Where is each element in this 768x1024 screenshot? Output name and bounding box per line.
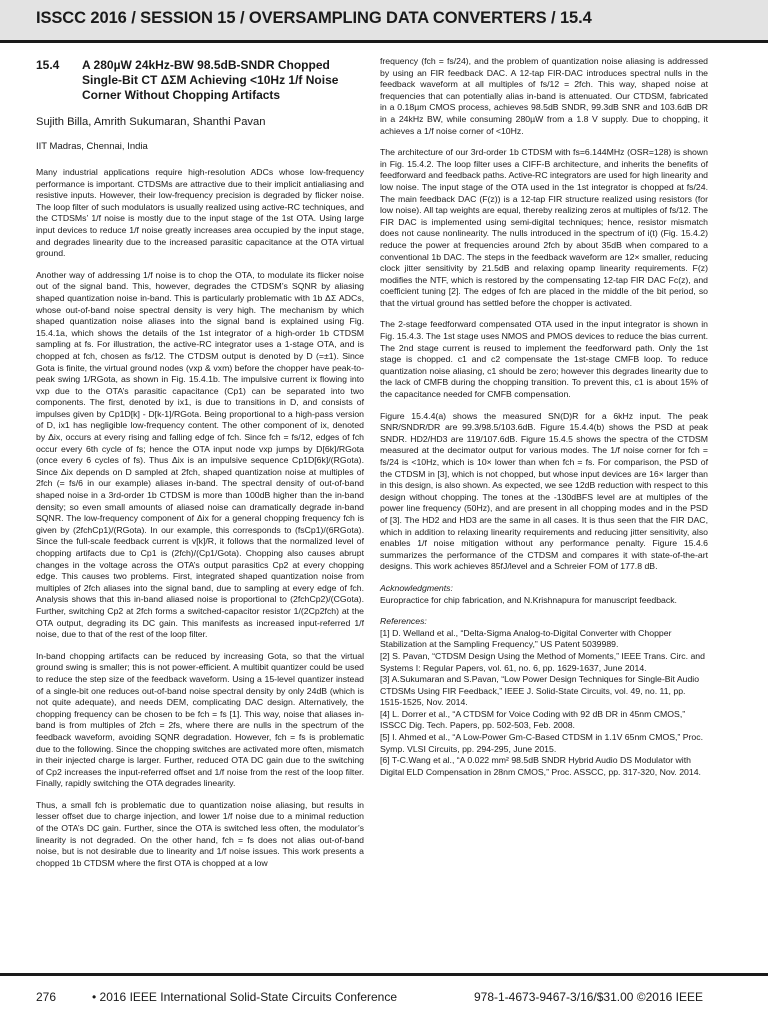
session-header: ISSCC 2016 / SESSION 15 / OVERSAMPLING DATA CONVERTERS / 15.4 — [36, 9, 592, 27]
title-block — [36, 58, 364, 103]
body-paragraph: frequency (fch = fs/24), and the problem of quantization noise aliasing is addressed by using an FIR feedback DAC. A 12-tap FIR-DAC introduces spectral nulls in the feedback waveform at all multiples of fs/12 = 2fch. This way, shaped noise at frequencies that can potentially alias in-band is attenuated. Our CTDSM, fabricated in a 0.18µm CMOS process, achieves 98.5dB SNDR, 99.3dB SNR and 103.6dB DR in a 24kHz BW, while consuming 280µW from a 1.8 V supply. Due to chopping, it achieves a 1/f noise corner of <10Hz. — [380, 56, 708, 136]
reference-item: [1] D. Welland et al., “Delta-Sigma Analog-to-Digital Converter with Chopper Stabilization at the Sampling Frequency,” US Patent 5039989. — [380, 627, 672, 650]
affiliation: IIT Madras, Chennai, India — [36, 141, 148, 152]
body-paragraph: The 2-stage feedforward compensated OTA used in the input integrator is shown in Fig. 15.4.3. The 1st stage uses NMOS and PMOS devices to reduce the bias current. The 2nd stage current is reused to implement the feedforward path. Only the 1st stage is chopped. c1 and c2 compensate the 1st-stage CMFB loop. To reduce quantization noise aliasing, c1 should be zero; however this degrades linearity due to the lack of CMFB during the chopping transition. To prevent this, c1 is about 15% of the capacitance needed for CMFB compensation. — [380, 319, 708, 400]
reference-item: [5] I. Ahmed et al., “A Low-Power Gm-C-Based CTDSM in 1.1V 65nm CMOS,” Proc. Symp. VLSI Circuits, pp. 294-295, June 2015. — [380, 732, 703, 754]
reference-item: [6] T-C.Wang et al., “A 0.022 mm² 98.5dB SNDR Hybrid Audio DS Modulator with Digital ELD Compensation in 28nm CMOS,” Proc. ASSCC, pp. 317-320, Nov. 2014. — [380, 755, 701, 777]
body-paragraph: Thus, a small fch is problematic due to quantization noise aliasing, but results in lesser offset due to charge injection, and lower 1/f noise due to a minimal reduction of the OTA’s DC gain. Further, since the OTA is switched less often, the modulator’s linearity is not degraded. On the other hand, fch = fs does not alias out-of-band noise, but is not desirable due to linearity and 1/f noise issues. This work presents a chopped 1b CTDSM where the first OTA is chopped at a low — [36, 799, 364, 868]
body-paragraph: Many industrial applications require high-resolution ADCs whose low-frequency performance is important. CTDSMs are attractive due to their implicit antialiasing and resistive inputs. However, their low-frequency precision is degraded by flicker noise. The loop filter of such modulators is usually realized using active-RC techniques, and the CTDSMs’ 1/f noise is mostly due to the input stage of the 1st OTA. Using large input devices to reduce 1/f noise greatly increases area occupied by the input stage, and degrades linearity due to the increased parasitic capacitance at the OTA virtual ground. — [36, 167, 364, 259]
references-heading: References: — [380, 616, 427, 627]
body-paragraph: Another way of addressing 1/f noise is to chop the OTA, to modulate its flicker noise out of the signal band. This, however, degrades the CTDSM’s SQNR by aliasing shaped quantization noise in-band. This is particularly problematic with 1b ΔΣ ADCs, whose out-of-band noise spectral density is very high. The mechanism by which shaped quantization noise aliases into the signal band is explained using Fig. 15.4.1a, which shows the details of the 1st integrator of a high-order 1b CTDSM sampling at fs. For illustration, the active-RC integrator uses a 1-stage OTA, and is chopped at fch, chosen as fs/12. The CTDSM output is denoted by D (=±1). Since Gota is finite, the virtual ground nodes (vxp & vxm) before the chopper have peak-to-peak swing 1/RGota, as shown in Fig. 15.4.1b. The impulsive current ix flowing into vxp due to the OTA’s parasitic capacitance (Cp1) can be separated into two components. The first, denoted by ix1, is due to transitions in D, and consists of impulses given by Cp1D[k] - D[k-1]/RGota. Being proportional to a high-pass version of D, ix1 has negligible low-frequency content. The other component of ix, denoted by Δix, occurs at every rising and falling edge of fch. Since fch = fs/12, edges of fch occur every 6th cycle of fs; hence the OTA input node vxp jumps by D[6k]/RGota (once every 6 cycles of fs). Thus Δix is an impulsive sequence Cp1D[6k]/(RGota). Since Δix depends on D sampled at 2fch, shaped quantization noise at multiples of 2fch (= fs/6 in our example) aliases in-band. The spectral density of out-of-band shaped noise in a 3rd-order 1b CTDSM is more than 100dB higher than the in-band density; so even small amounts of aliased noise can dramatically degrade in-band SQNR. The low-frequency component of Δix for a general chopping frequency fch is given by (2fchCp1)/(RGota). In our example, this corresponds to (fsCp1)/(6RGota). Since the full-scale feedback current is v[k]/R, it follows that the normalized level of chopping artifacts due to Cp1 is (2fch)/(Cp1/Gota). Chopping also causes abrupt changes in the voltage across the OTA’s output parasitics Cp2 at every chopping edge. This causes two problems. First, integrated shaped quantization noise from multiples of 2fch aliases into the signal band, due to sampling at every edge of fch. Analysis shows that this in-band aliased noise is proportional to (2fchCp2)/(CGota). Further, switching Cp2 at 2fch forms a switched-capacitor resistor 1/(2Cp2fch) at the OTA output, degrading its DC gain. This manifests as increased input-referred 1/f noise, due to that of the rest of the loop filter. — [36, 269, 364, 640]
conference-name: • 2016 IEEE International Solid-State Circuits Conference — [92, 990, 398, 1004]
reference-item: [3] A.Sukumaran and S.Pavan, “Low Power Design Techniques for Single-Bit Audio CTDSMs Using FIR Feedback,” IEEE J. Solid-State Circuits, vol. 49, no. 11, pp. 1515-1525, Nov. 2014. — [380, 674, 700, 708]
body-paragraph: The architecture of our 3rd-order 1b CTDSM with fs=6.144MHz (OSR=128) is shown in Fig. 15.4.2. The loop filter uses a CIFF-B architecture, and inherits the benefits of feedforward and feedback paths. Active-RC integrators are used for high linearity and low noise. The input stage of the OTA used in the 1st integrator is chopped at fs/24. The main feedback DAC (F(z)) is a 12-tap FIR structure realized using resistors (for low noise). All tap weights are equal, thereby realizing zeros at multiples of fs/12. The FIR DAC is implemented using semi-digital techniques; hence, resistor mismatch does not cause nonlinearity. The nulls introduced in the spectrum of i(t) (Fig. 15.4.2) reduce the power at frequencies around 2fch by about 35dB when compared to a conventional 1b DAC. The steps in the feedback waveform are 12× smaller, reducing clock jitter sensitivity by 21.5dB and relaxing opamp linearity requirements. F(z) modifies the NTF, which is restored by the compensating 12-tap FIR DAC Fc(z), and coefficient tuning [2]. The edges of fch are placed in the middle of the bit period, so that the virtual ground has settled before the chopper is activated. — [380, 147, 708, 308]
paper-title: A 280µW 24kHz-BW 98.5dB-SNDR Chopped Single-Bit CT ΔΣM Achieving <10Hz 1/f Noise Corner Without Chopping Artifacts — [82, 58, 339, 102]
paper-number: 15.4 — [36, 58, 60, 72]
body-paragraph: Figure 15.4.4(a) shows the measured SN(D)R for a 6kHz input. The peak SNR/SNDR/DR are 99.3/98.5/103.6dB. Figure 15.4.4(b) shows the PSD at peak SNDR. HD2/HD3 are 119/107.6dB. Figure 15.4.5 shows the spectra of the CTDSM measured at the decimator output for various modes. The 1/f noise corner for fch = fs/24 is <10Hz, which is 10× lower than when fch = fs. For comparison, the PSD of the CTDSM in [3], which is not chopped, but whose input devices are 16× larger than in this design, is also shown. As expected, we see 12dB reduction with respect to this design without chopping. The tones at the -130dBFS level are at multiples of the power line frequency (50Hz), and are present in all chopping modes and in the PSD of [3]. The HD2 and HD3 are the same in all cases. It is thus seen that the FIR DAC, which in addition to relaxing linearity requirements and reducing jitter sensitivity, also enables 1/f noise mitigation without any performance penalty. Figure 15.4.6 summarizes the performance of the CTDSM and compares it with state-of-the-art designs. This work achieves 85fJ/level and a Schreier FOM of 177.8 dB. — [380, 410, 708, 572]
footer-rule — [0, 973, 768, 976]
reference-item: [4] L. Dorrer et al., “A CTDSM for Voice Coding with 92 dB DR in 45nm CMOS,” ISSCC Dig. Tech. Papers, pp. 502-503, Feb. 2008. — [380, 708, 686, 731]
page-number: 276 — [36, 990, 57, 1004]
authors: Sujith Billa, Amrith Sukumaran, Shanthi Pavan — [36, 116, 266, 128]
right-column — [380, 56, 708, 778]
left-column — [36, 56, 364, 879]
body-paragraph: In-band chopping artifacts can be reduced by increasing Gota, so that the virtual ground swing is smaller; this is not power-efficient. A multibit quantizer could be used to reduce the step size of the feedback waveform. Using a 15-level quantizer instead of a single-bit one reduces out-of-band noise spectral density by only 24dB (which is not quite adequate), and needs DEM, complicating DAC design. Alternatively, the chopping frequency can be chosen to be fch = fs [1]. This way, noise that aliases in-band is from multiples of 2fch = 2fs, where there are nulls in the spectrum of the feedback waveform, avoiding SQNR degradation. However, fch = fs is problematic due to the following. Since the chopping switches are activated more often, mismatch in their injected charge is larger. Further, reduced OTA DC gain due to the switching of Cp2 increases the input-referred offset and 1/f noise from the rest of the loop filter. Finally, rapidly switching the OTA degrades linearity. — [36, 650, 364, 789]
acknowledgments-heading: Acknowledgments: — [380, 582, 453, 593]
acknowledgments-text: Europractice for chip fabrication, and N.Krishnapura for manuscript feedback. — [380, 594, 677, 605]
reference-item: [2] S. Pavan, “CTDSM Design Using the Method of Moments,” IEEE Trans. Circ. and Systems I: Regular Papers, vol. 61, no. 6, pp. 1629-1637, June 2014. — [380, 650, 705, 673]
page-header — [0, 0, 768, 43]
isbn-copyright: 978-1-4673-9467-3/16/$31.00 ©2016 IEEE — [473, 990, 703, 1004]
